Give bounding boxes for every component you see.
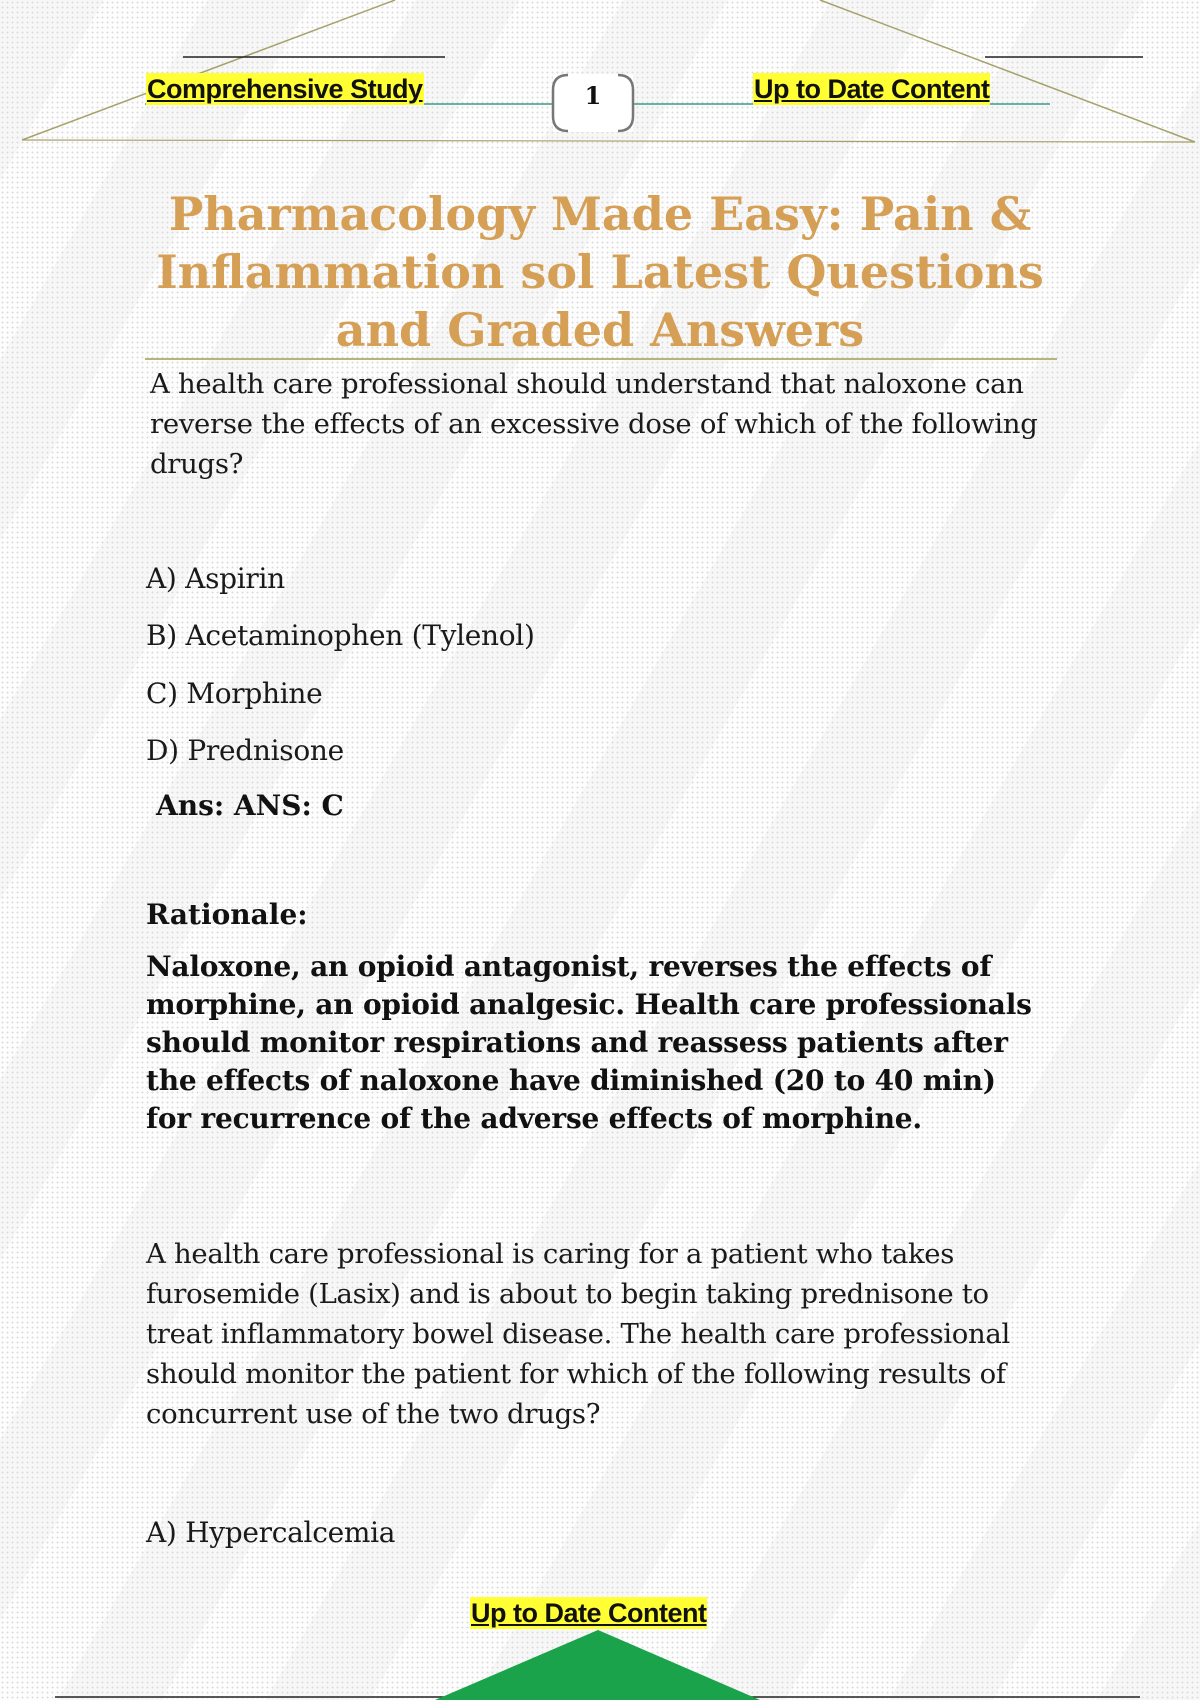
header-right-label: Up to Date Content (754, 74, 990, 104)
question-1-option-d: D) Prednisone (146, 734, 344, 767)
rationale-text: Naloxone, an opioid antagonist, reverses the effects of morphine, an opioid analgesic. Health care professionals should monitor respirations and reassess patients after the effects of naloxone have diminished (20 to 40 min) for recurrence of the adverse effects of morphine. (146, 950, 1032, 1135)
footer-label: Up to Date Content (471, 1598, 707, 1628)
header-left-label: Comprehensive Study (147, 74, 423, 104)
title-divider (145, 358, 1057, 360)
question-2-option-a: A) Hypercalcemia (146, 1516, 396, 1549)
page-number: 1 (584, 81, 602, 110)
question-1-text: A health care professional should understand that naloxone can reverse the effects of an excessive dose of which of the following drugs? (150, 368, 1038, 480)
question-1-option-a: A) Aspirin (146, 562, 285, 595)
question-1-option-b: B) Acetaminophen (Tylenol) (146, 619, 535, 652)
question-1-answer: Ans: ANS: C (156, 789, 344, 822)
rationale-heading: Rationale: (146, 898, 308, 931)
footer-triangle (435, 1630, 760, 1700)
page-title: Pharmacology Made Easy: Pain & Inflammation sol Latest Questions and Graded Answers (156, 187, 1044, 357)
question-1-option-c: C) Morphine (146, 677, 323, 710)
question-2-text: A health care professional is caring for a patient who takes furosemide (Lasix) and is about to begin taking prednisone to treat inflammatory bowel disease. The health care professional should monitor the patient for which of the following results of concurrent use of the two drugs? (146, 1238, 1011, 1430)
